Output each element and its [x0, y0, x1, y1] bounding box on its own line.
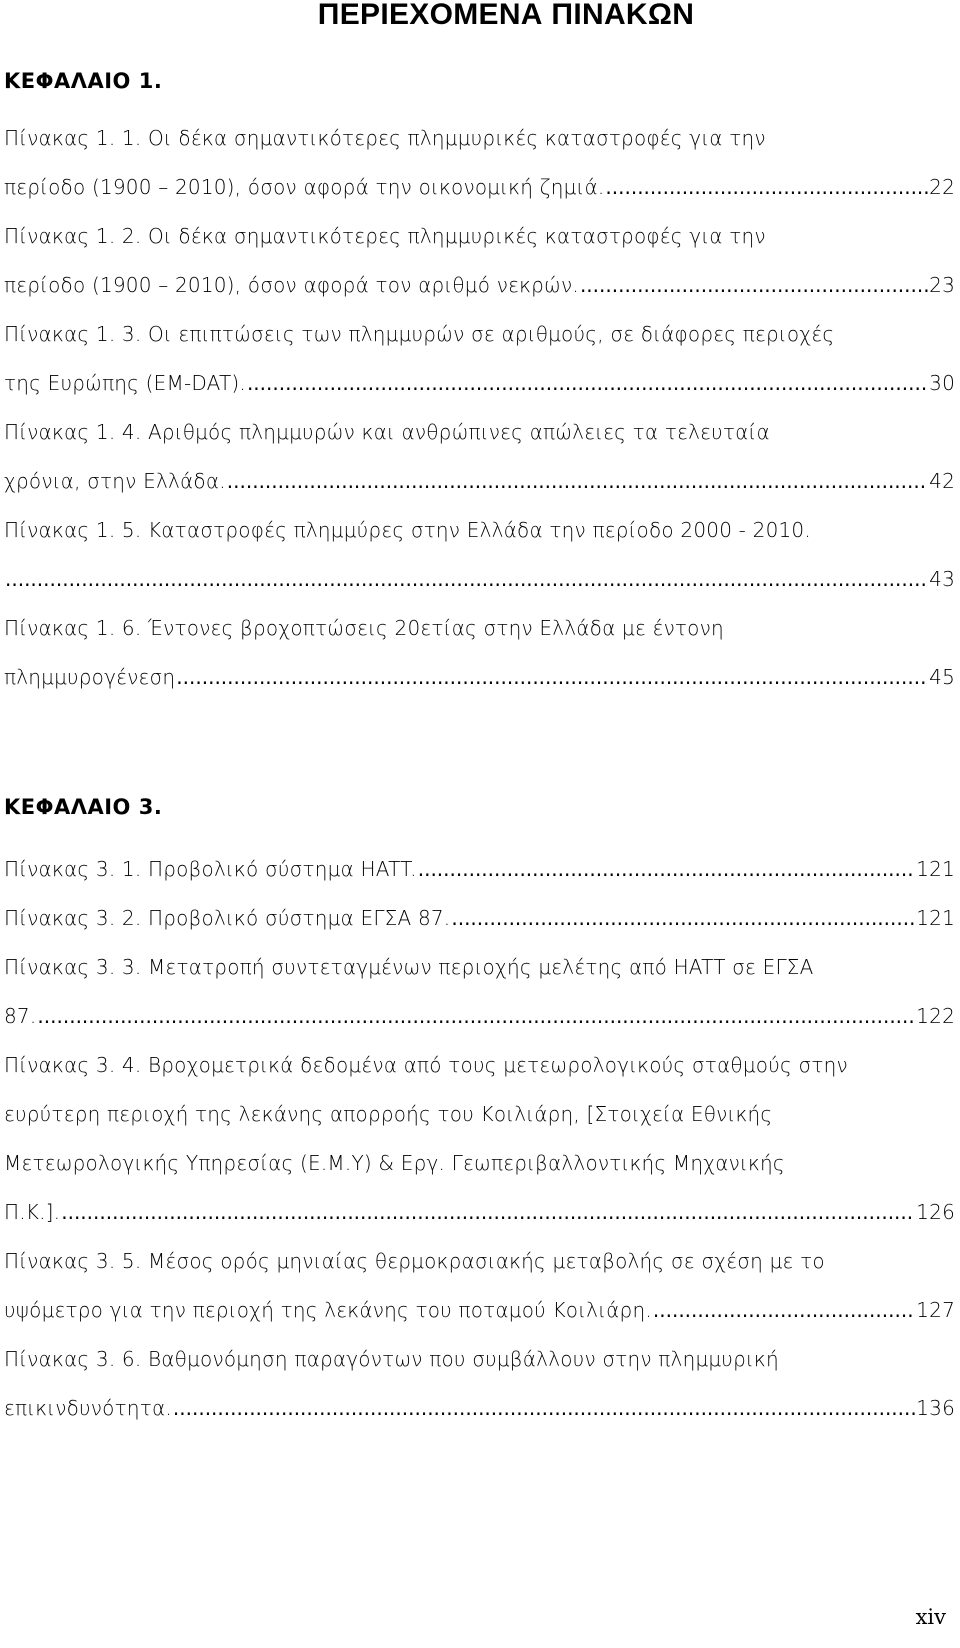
page-title: ΠΕΡΙΕΧΟΜΕΝΑ ΠΙΝΑΚΩΝ — [317, 0, 695, 31]
dot-leader — [418, 845, 915, 894]
toc-page-number: 122 — [916, 1004, 955, 1028]
dot-leader — [5, 555, 928, 604]
toc-entry-text: Μετεωρολογικής Υπηρεσίας (Ε.Μ.Υ) & Εργ. Γεωπεριβαλλοντικής Μηχανικής — [4, 1151, 785, 1175]
toc-entry-text: υψόμετρο για την περιοχή της λεκάνης του ποταμού Κοιλιάρη. — [4, 1298, 652, 1322]
toc-entry-text: Πίνακας 1. 3. Οι επιπτώσεις των πλημμυρών σε αριθμούς, σε διάφορες περιοχές — [4, 322, 835, 346]
toc-entry-3-6[interactable] — [4, 1335, 955, 1433]
toc-entry-3-3[interactable] — [4, 943, 955, 1041]
dot-leader — [580, 261, 928, 310]
toc-entry-text: περίοδο (1900 – 2010), όσον αφορά την οικονομική ζημιά. — [4, 175, 605, 199]
dot-leader — [173, 1384, 915, 1433]
toc-entry-3-5[interactable] — [4, 1237, 955, 1335]
toc-page-number: 42 — [929, 469, 955, 493]
toc-entry-text: Πίνακας 1. 4. Αριθμός πλημμυρών και ανθρώπινες απώλειες τα τελευταία — [4, 420, 770, 444]
toc-entry-text: ευρύτερη περιοχή της λεκάνης απορροής του Κοιλιάρη, [Στοιχεία Εθνικής — [4, 1102, 773, 1126]
toc-entry-text: χρόνια, στην Ελλάδα. — [4, 469, 226, 493]
chapter-3-heading: ΚΕΦΑΛΑΙΟ 3. — [4, 795, 163, 819]
toc-entry-text: πλημμυρογένεση — [4, 665, 176, 689]
toc-entry-text: Π.Κ.]. — [4, 1200, 61, 1224]
toc-entry-text: επικινδυνότητα. — [4, 1396, 172, 1420]
toc-entry-1-1[interactable] — [4, 114, 955, 212]
toc-entry-text: Πίνακας 3. 1. Προβολικό σύστημα HATT. — [4, 857, 417, 881]
toc-entry-text: Πίνακας 3. 3. Μετατροπή συντεταγμένων περιοχής μελέτης από HATT σε ΕΓΣΑ — [4, 955, 814, 979]
toc-page-number: 126 — [916, 1200, 955, 1224]
toc-page-number: 121 — [916, 857, 955, 881]
toc-page-number: 22 — [929, 175, 955, 199]
toc-page-number: 127 — [916, 1298, 955, 1322]
toc-page-number: 30 — [929, 371, 955, 395]
toc-entry-text: Πίνακας 1. 5. Καταστροφές πλημμύρες στην Ελλάδα την περίοδο 2000 - 2010. — [4, 518, 811, 542]
toc-entry-1-3[interactable] — [4, 310, 955, 408]
toc-entry-text: Πίνακας 3. 6. Βαθμονόμηση παραγόντων που συμβάλλουν στην πλημμυρική — [4, 1347, 779, 1371]
toc-entry-text: Πίνακας 1. 6. Έντονες βροχοπτώσεις 20ετίας στην Ελλάδα με έντονη — [4, 616, 724, 640]
toc-page-number: 23 — [929, 273, 955, 297]
toc-entry-3-1[interactable] — [4, 845, 955, 894]
dot-leader — [37, 992, 915, 1041]
toc-entry-text: 87. — [4, 1004, 37, 1028]
toc-entry-1-5[interactable] — [4, 506, 955, 604]
toc-entry-3-4[interactable] — [4, 1041, 955, 1237]
toc-entry-text: Πίνακας 1. 1. Οι δέκα σημαντικότερες πλημμυρικές καταστροφές για την — [4, 126, 766, 150]
toc-entry-text: Πίνακας 3. 2. Προβολικό σύστημα ΕΓΣΑ 87. — [4, 906, 451, 930]
dot-leader — [227, 457, 928, 506]
toc-entry-1-4[interactable] — [4, 408, 955, 506]
toc-page-number: 121 — [916, 906, 955, 930]
toc-entry-1-2[interactable] — [4, 212, 955, 310]
toc-entry-text: της Ευρώπης (EM-DAT). — [4, 371, 246, 395]
dot-leader — [247, 359, 928, 408]
dot-leader — [61, 1188, 915, 1237]
toc-entry-3-2[interactable] — [4, 894, 955, 943]
dot-leader — [653, 1286, 915, 1335]
toc-page-number: 43 — [929, 567, 955, 591]
toc-entry-text: Πίνακας 1. 2. Οι δέκα σημαντικότερες πλημμυρικές καταστροφές για την — [4, 224, 766, 248]
dot-leader — [176, 653, 928, 702]
chapter-1-heading: ΚΕΦΑΛΑΙΟ 1. — [4, 69, 163, 93]
dot-leader — [605, 163, 928, 212]
dot-leader — [451, 894, 915, 943]
toc-entry-1-6[interactable] — [4, 604, 955, 702]
page-number: xiv — [915, 1605, 946, 1629]
toc-entry-text: Πίνακας 3. 4. Βροχομετρικά δεδομένα από τους μετεωρολογικούς σταθμούς στην — [4, 1053, 848, 1077]
toc-entry-text: Πίνακας 3. 5. Μέσος ορός μηνιαίας θερμοκρασιακής μεταβολής σε σχέση με το — [4, 1249, 825, 1273]
toc-page-number: 45 — [929, 665, 955, 689]
toc-entry-text: περίοδο (1900 – 2010), όσον αφορά τον αριθμό νεκρών. — [4, 273, 579, 297]
toc-page-number: 136 — [916, 1396, 955, 1420]
